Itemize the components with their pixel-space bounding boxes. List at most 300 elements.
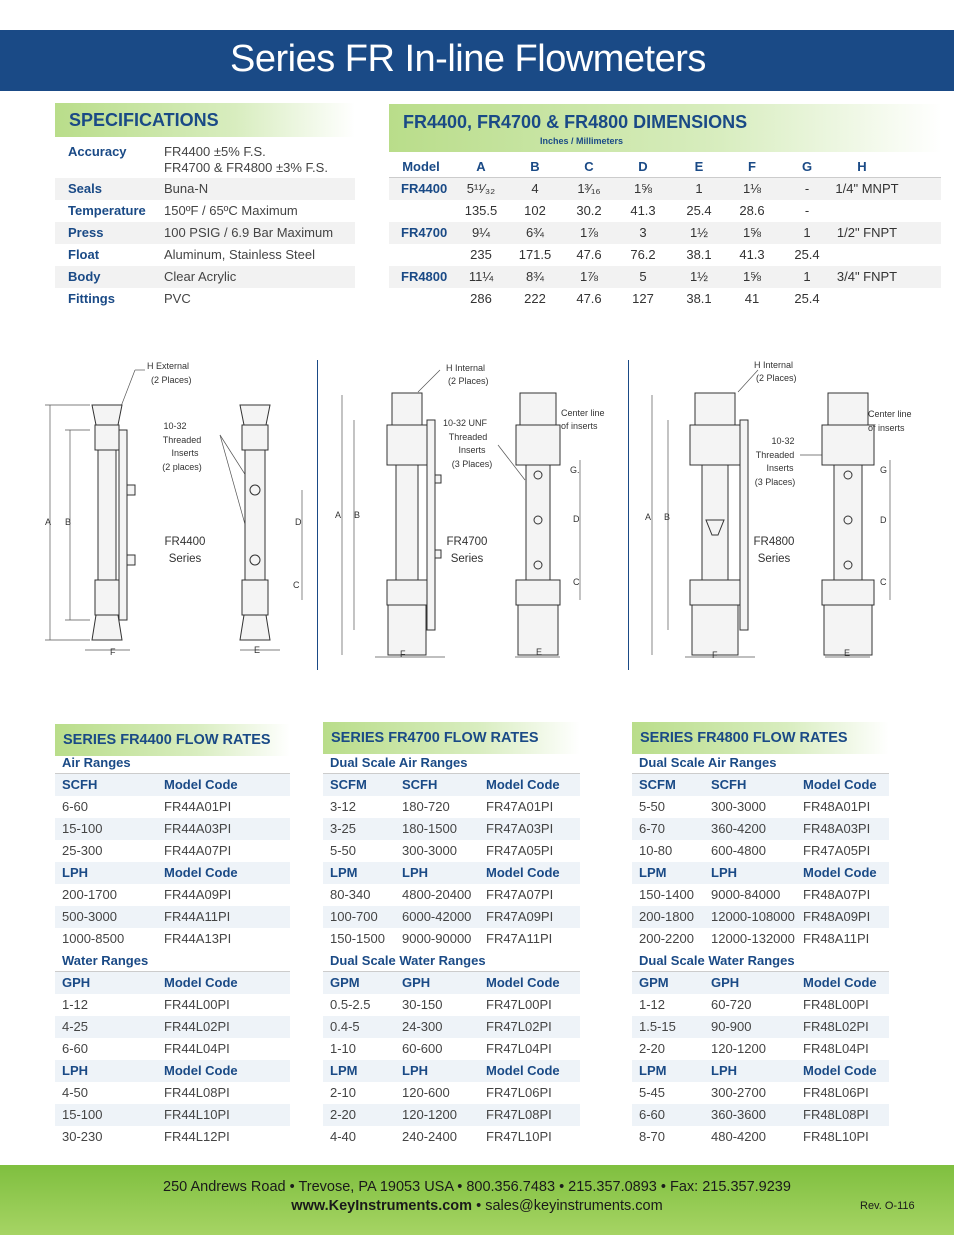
dimension-cell: 76.2 xyxy=(630,247,656,262)
spec-row xyxy=(55,244,355,266)
fr4400-flow-rates-heading: SERIES FR4400 FLOW RATES xyxy=(63,732,271,748)
dimension-cell: 235 xyxy=(470,247,492,262)
table-cell: FR44A11PI xyxy=(164,909,231,924)
column-header: Model Code xyxy=(164,777,238,792)
column-header: Model Code xyxy=(486,777,560,792)
column-headers xyxy=(632,862,889,884)
table-cell: 90-900 xyxy=(711,1019,752,1034)
table-cell: 100-700 xyxy=(330,909,378,924)
dimension-cell: 5¹¹⁄₃₂ xyxy=(466,181,496,196)
insert-label: Inserts xyxy=(458,445,486,455)
table-cell: FR44L08PI xyxy=(164,1085,230,1100)
page-title: Series FR In-line Flowmeters xyxy=(230,38,706,80)
email-link[interactable]: sales@keyinstruments.com xyxy=(485,1198,663,1214)
table-cell: FR47L04PI xyxy=(486,1041,552,1056)
dimensions-row xyxy=(389,244,941,266)
table-cell: 480-4200 xyxy=(711,1129,766,1144)
column-header: D xyxy=(638,159,648,174)
dim-e-label: E xyxy=(254,645,261,655)
table-cell: 5-50 xyxy=(330,843,357,858)
insert-label: Threaded xyxy=(162,435,202,445)
specifications-heading: SPECIFICATIONS xyxy=(69,110,219,130)
table-cell: 180-1500 xyxy=(402,821,457,836)
dimension-cell: 1 xyxy=(803,225,811,240)
spec-label: Accuracy xyxy=(68,144,127,159)
dim-c-label: C xyxy=(880,577,887,587)
dim-b-label: B xyxy=(354,510,361,520)
section-subheading xyxy=(323,950,580,972)
column-header: GPH xyxy=(62,975,91,990)
table-row xyxy=(632,1126,889,1148)
series-label: Series xyxy=(450,553,484,565)
fr4700-flow-rates-header xyxy=(323,722,580,754)
table-row xyxy=(323,796,580,818)
table-cell: 9000-90000 xyxy=(402,931,472,946)
dim-b-label: B xyxy=(664,512,671,522)
table-cell: FR47A05PI xyxy=(486,843,554,858)
spec-label: Body xyxy=(68,269,101,284)
table-cell: FR47A01PI xyxy=(486,799,554,814)
fr4400-side-view xyxy=(92,405,135,640)
insert-label: Threaded xyxy=(755,450,795,460)
dimension-cell: 41.3 xyxy=(630,203,656,218)
table-cell: 6-60 xyxy=(62,799,89,814)
table-cell: FR48L00PI xyxy=(803,997,869,1012)
series-label: Series xyxy=(757,553,791,565)
column-header: SCFH xyxy=(711,777,747,792)
table-cell: FR44A09PI xyxy=(164,887,232,902)
column-header: SCFM xyxy=(639,777,676,792)
column-headers xyxy=(55,774,290,796)
spec-value: FR4700 & FR4800 ±3% F.S. xyxy=(164,160,328,175)
dimension-cell: 28.6 xyxy=(739,203,765,218)
dimensions-row xyxy=(389,222,941,244)
table-cell: 2-20 xyxy=(330,1107,357,1122)
table-row xyxy=(632,796,889,818)
dimension-cell: 41 xyxy=(744,291,760,306)
table-row xyxy=(632,994,889,1016)
spec-value: Clear Acrylic xyxy=(164,269,237,284)
dimension-cell: 1⅞ xyxy=(579,225,599,240)
table-cell: FR48L04PI xyxy=(803,1041,869,1056)
dimensions-row xyxy=(389,200,941,222)
column-header: B xyxy=(530,159,540,174)
dimensions-subheading: Inches / Millimeters xyxy=(540,136,624,146)
spec-value: 150ºF / 65ºC Maximum xyxy=(164,203,298,218)
table-cell: 6000-42000 xyxy=(402,909,472,924)
dimension-cell: 47.6 xyxy=(576,247,602,262)
table-cell: FR47A11PI xyxy=(486,931,553,946)
h-places-label: (2 Places) xyxy=(756,373,797,383)
dim-f-label: F xyxy=(400,649,406,659)
table-cell: 150-1500 xyxy=(330,931,385,946)
subheading-text: Dual Scale Air Ranges xyxy=(330,755,468,770)
table-cell: FR48L02PI xyxy=(803,1019,869,1034)
dim-b-label: B xyxy=(65,517,72,527)
table-cell: 4-40 xyxy=(330,1129,357,1144)
insert-label: (3 Places) xyxy=(451,459,493,469)
dimension-cell: 1/4" MNPT xyxy=(835,181,899,196)
column-header: Model Code xyxy=(164,865,238,880)
table-cell: FR48L08PI xyxy=(803,1107,869,1122)
table-cell: 1-12 xyxy=(62,997,89,1012)
insert-label: Inserts xyxy=(766,463,794,473)
dimension-cell: 102 xyxy=(524,203,546,218)
table-cell: 10-80 xyxy=(639,843,673,858)
spec-row xyxy=(55,141,355,179)
table-cell: 5-45 xyxy=(639,1085,666,1100)
column-header: Model Code xyxy=(486,975,560,990)
subheading-text: Water Ranges xyxy=(62,953,149,968)
dimensions-row xyxy=(389,266,941,288)
series-label: FR4700 xyxy=(446,536,488,548)
table-cell: FR47L02PI xyxy=(486,1019,552,1034)
table-cell: FR44A07PI xyxy=(164,843,232,858)
series-label: Series xyxy=(168,553,202,565)
spec-row xyxy=(55,222,355,244)
table-cell: 360-4200 xyxy=(711,821,766,836)
dim-d-label: D xyxy=(880,515,887,525)
table-cell: FR44A13PI xyxy=(164,931,232,946)
spec-value: Buna-N xyxy=(164,181,209,196)
section-subheading xyxy=(55,752,290,774)
column-header: H xyxy=(857,159,867,174)
revision-label: Rev. O-116 xyxy=(860,1200,915,1212)
dimensions-column-headers xyxy=(389,156,941,178)
column-header: Model xyxy=(402,159,440,174)
diagram-divider xyxy=(317,360,318,670)
table-cell: 8-70 xyxy=(639,1129,666,1144)
h-external-label: H External xyxy=(147,361,190,371)
table-cell: 24-300 xyxy=(402,1019,443,1034)
spec-value: FR4400 ±5% F.S. xyxy=(164,144,266,159)
dimension-cell: 1⅞ xyxy=(579,269,599,284)
column-header: Model Code xyxy=(803,865,877,880)
column-header: C xyxy=(584,159,594,174)
table-cell: 25-300 xyxy=(62,843,103,858)
h-places-label: (2 Places) xyxy=(151,375,192,385)
column-header: Model Code xyxy=(164,1063,238,1078)
dimensions-row xyxy=(389,288,941,310)
spec-row xyxy=(55,288,355,310)
table-cell: FR48A03PI xyxy=(803,821,871,836)
column-headers xyxy=(55,1060,290,1082)
dimensions-header xyxy=(389,104,942,152)
dimension-cell: 6¾ xyxy=(525,225,545,240)
dim-d-label: D xyxy=(295,517,302,527)
dimension-cell: 1 xyxy=(803,269,811,284)
spec-label: Temperature xyxy=(68,203,146,218)
h-internal-label: H Internal xyxy=(446,363,486,373)
table-row xyxy=(323,1126,580,1148)
fr4700-diagram xyxy=(330,355,625,670)
dimension-cell: 1³⁄₁₆ xyxy=(577,181,601,196)
dimension-cell: 25.4 xyxy=(794,247,820,262)
dimension-cell: 4 xyxy=(531,181,539,196)
column-header: E xyxy=(694,159,704,174)
column-header: A xyxy=(476,159,486,174)
model-name: FR4800 xyxy=(401,269,448,284)
table-cell: 2-10 xyxy=(330,1085,357,1100)
dimensions-heading: FR4400, FR4700 & FR4800 DIMENSIONS xyxy=(403,112,748,132)
h-internal-label: H Internal xyxy=(754,360,794,370)
dimension-cell: 171.5 xyxy=(518,247,552,262)
dim-f-label: F xyxy=(110,647,116,657)
fr4800-flow-rates-heading: SERIES FR4800 FLOW RATES xyxy=(640,730,848,746)
table-cell: 60-720 xyxy=(711,997,752,1012)
subheading-text: Dual Scale Water Ranges xyxy=(639,953,795,968)
table-cell: 1000-8500 xyxy=(62,931,125,946)
table-row xyxy=(632,1016,889,1038)
column-header: LPH xyxy=(62,865,88,880)
table-cell: FR44L04PI xyxy=(164,1041,230,1056)
center-line-label: of inserts xyxy=(868,423,905,433)
dimension-cell: 222 xyxy=(524,291,546,306)
dim-g-label: G xyxy=(880,465,888,475)
column-header: LPH xyxy=(711,865,737,880)
table-cell: FR47L08PI xyxy=(486,1107,552,1122)
table-cell: 1-10 xyxy=(330,1041,357,1056)
dimension-cell: 1⅝ xyxy=(742,269,762,284)
table-cell: 240-2400 xyxy=(402,1129,457,1144)
fr4800-flow-rates-header xyxy=(632,722,889,754)
column-header: SCFM xyxy=(330,777,367,792)
section-subheading xyxy=(632,950,889,972)
dimension-cell: 1⅛ xyxy=(742,181,762,196)
table-cell: 300-3000 xyxy=(711,799,766,814)
column-header: SCFH xyxy=(402,777,438,792)
table-cell: FR47A03PI xyxy=(486,821,554,836)
insert-label: Threaded xyxy=(448,432,488,442)
table-row xyxy=(55,884,290,906)
column-header: GPH xyxy=(711,975,740,990)
series-label: FR4800 xyxy=(753,536,795,548)
dimension-cell: 3 xyxy=(639,225,647,240)
table-cell: FR48A09PI xyxy=(803,909,871,924)
insert-label: 10-32 xyxy=(771,436,795,446)
center-line-label: of inserts xyxy=(561,421,598,431)
subheading-text: Air Ranges xyxy=(62,755,131,770)
column-header: Model Code xyxy=(486,865,560,880)
table-cell: FR48A01PI xyxy=(803,799,871,814)
dimension-cell: 286 xyxy=(470,291,492,306)
table-cell: FR48L10PI xyxy=(803,1129,869,1144)
dim-a-label: A xyxy=(335,510,342,520)
spec-label: Press xyxy=(68,225,104,240)
table-cell: FR47L00PI xyxy=(486,997,552,1012)
table-cell: 120-600 xyxy=(402,1085,450,1100)
table-cell: 12000-132000 xyxy=(711,931,795,946)
table-cell: 6-70 xyxy=(639,821,666,836)
table-cell: FR47A07PI xyxy=(486,887,554,902)
dimension-cell: 11¼ xyxy=(468,269,494,284)
table-cell: 300-3000 xyxy=(402,843,457,858)
table-row xyxy=(323,1016,580,1038)
table-cell: FR44L02PI xyxy=(164,1019,230,1034)
table-row xyxy=(55,796,290,818)
dimension-cell: 25.4 xyxy=(794,291,820,306)
dimension-cell: 1⅝ xyxy=(633,181,653,196)
table-cell: 180-720 xyxy=(402,799,450,814)
table-cell: 150-1400 xyxy=(639,887,694,902)
table-cell: 9000-84000 xyxy=(711,887,781,902)
table-cell: FR47A05PI xyxy=(803,843,871,858)
dim-f-label: F xyxy=(712,650,718,660)
column-headers xyxy=(632,972,889,994)
dimension-cell: 5 xyxy=(639,269,647,284)
column-headers xyxy=(632,1060,889,1082)
dim-a-label: A xyxy=(645,512,652,522)
table-cell: 500-3000 xyxy=(62,909,117,924)
dim-d-label: D xyxy=(573,514,580,524)
table-row xyxy=(323,818,580,840)
table-row xyxy=(323,1082,580,1104)
section-subheading xyxy=(323,752,580,774)
table-cell: FR44A01PI xyxy=(164,799,232,814)
dim-a-label: A xyxy=(45,517,52,527)
table-cell: 4-50 xyxy=(62,1085,89,1100)
table-row xyxy=(632,818,889,840)
dim-e-label: E xyxy=(844,648,851,658)
column-header: GPM xyxy=(330,975,360,990)
table-row xyxy=(55,1104,290,1126)
table-cell: FR44L10PI xyxy=(164,1107,230,1122)
dimension-cell: 135.5 xyxy=(464,203,498,218)
table-row xyxy=(323,1104,580,1126)
dimension-cell: - xyxy=(804,181,810,196)
table-cell: 80-340 xyxy=(330,887,371,902)
column-header: LPH xyxy=(402,1063,428,1078)
table-row xyxy=(323,928,580,950)
table-cell: 12000-108000 xyxy=(711,909,795,924)
table-cell: FR47A09PI xyxy=(486,909,554,924)
table-cell: FR44L12PI xyxy=(164,1129,230,1144)
fr4400-diagram xyxy=(40,355,315,670)
table-cell: 6-60 xyxy=(62,1041,89,1056)
spec-value: PVC xyxy=(164,291,191,306)
dimension-cell: 1½ xyxy=(689,269,709,284)
table-row xyxy=(55,1082,290,1104)
title-bar xyxy=(0,30,954,91)
table-cell: 5-50 xyxy=(639,799,666,814)
column-headers xyxy=(55,862,290,884)
diagram-divider xyxy=(628,360,629,670)
spec-label: Seals xyxy=(68,181,102,196)
table-cell: 3-12 xyxy=(330,799,357,814)
table-row xyxy=(632,928,889,950)
table-cell: FR47L06PI xyxy=(486,1085,552,1100)
table-cell: 1-12 xyxy=(639,997,666,1012)
table-cell: 300-2700 xyxy=(711,1085,766,1100)
footer-address: 250 Andrews Road • Trevose, PA 19053 USA • 800.356.7483 • 215.357.0893 • Fax: 215.357.9239 xyxy=(163,1179,791,1195)
column-header: F xyxy=(748,159,756,174)
footer-separator: • xyxy=(472,1198,486,1214)
column-header: LPM xyxy=(330,1063,358,1078)
column-header: Model Code xyxy=(164,975,238,990)
fr4700-flow-rates-heading: SERIES FR4700 FLOW RATES xyxy=(331,730,539,746)
insert-label: 10-32 xyxy=(163,421,187,431)
table-row xyxy=(632,884,889,906)
model-name: FR4700 xyxy=(401,225,448,240)
dimensions-row xyxy=(389,178,941,200)
dimension-cell: 1⅝ xyxy=(742,225,762,240)
insert-label: 10-32 UNF xyxy=(442,418,488,428)
dimension-cell: - xyxy=(804,203,810,218)
fr4800-diagram xyxy=(640,355,940,670)
dimension-cell: 25.4 xyxy=(686,203,712,218)
dimension-cell: 9¼ xyxy=(471,225,491,240)
column-header: GPM xyxy=(639,975,669,990)
dimension-cell: 3/4" FNPT xyxy=(836,269,898,284)
dimension-cell: 47.6 xyxy=(576,291,602,306)
column-header: LPM xyxy=(639,1063,667,1078)
dimension-cell: 41.3 xyxy=(739,247,765,262)
footer-contact xyxy=(0,1198,954,1214)
table-row xyxy=(323,994,580,1016)
column-header: LPM xyxy=(330,865,358,880)
table-cell: 15-100 xyxy=(62,1107,103,1122)
table-row xyxy=(55,840,290,862)
dim-e-label: E xyxy=(536,647,543,657)
column-header: LPH xyxy=(402,865,428,880)
column-headers xyxy=(55,972,290,994)
table-cell: 4800-20400 xyxy=(402,887,472,902)
spec-label: Float xyxy=(68,247,100,262)
website-link[interactable]: www.KeyInstruments.com xyxy=(291,1198,473,1214)
column-headers xyxy=(323,972,580,994)
table-cell: 2-20 xyxy=(639,1041,666,1056)
dimension-cell: 8¾ xyxy=(525,269,545,284)
specifications-header xyxy=(55,103,355,137)
column-header: Model Code xyxy=(803,975,877,990)
table-row xyxy=(323,1038,580,1060)
fr4700-side-view xyxy=(387,393,441,655)
table-cell: 30-150 xyxy=(402,997,443,1012)
dimension-cell: 127 xyxy=(632,291,654,306)
table-cell: 4-25 xyxy=(62,1019,89,1034)
table-cell: 600-4800 xyxy=(711,843,766,858)
insert-label: (2 places) xyxy=(162,462,202,472)
table-cell: 3-25 xyxy=(330,821,357,836)
spec-label: Fittings xyxy=(68,291,115,306)
dimension-cell: 30.2 xyxy=(576,203,602,218)
spec-value: 100 PSIG / 6.9 Bar Maximum xyxy=(164,225,334,240)
h-places-label: (2 Places) xyxy=(448,376,489,386)
table-row xyxy=(632,840,889,862)
table-cell: 200-1800 xyxy=(639,909,694,924)
table-row xyxy=(55,994,290,1016)
table-cell: FR44L00PI xyxy=(164,997,230,1012)
table-cell: 0.4-5 xyxy=(330,1019,360,1034)
table-row xyxy=(55,1126,290,1148)
table-cell: 200-1700 xyxy=(62,887,117,902)
table-cell: 1.5-15 xyxy=(639,1019,676,1034)
table-row xyxy=(632,1104,889,1126)
column-header: LPM xyxy=(639,865,667,880)
column-headers xyxy=(632,774,889,796)
table-row xyxy=(632,1038,889,1060)
column-headers xyxy=(323,862,580,884)
section-subheading xyxy=(632,752,889,774)
table-cell: FR48L06PI xyxy=(803,1085,869,1100)
footer xyxy=(0,1165,954,1235)
table-cell: 120-1200 xyxy=(711,1041,766,1056)
spec-row xyxy=(55,266,355,288)
column-header: GPH xyxy=(402,975,431,990)
spec-value: Aluminum, Stainless Steel xyxy=(164,247,316,262)
column-header: LPH xyxy=(62,1063,88,1078)
section-subheading xyxy=(55,950,290,972)
